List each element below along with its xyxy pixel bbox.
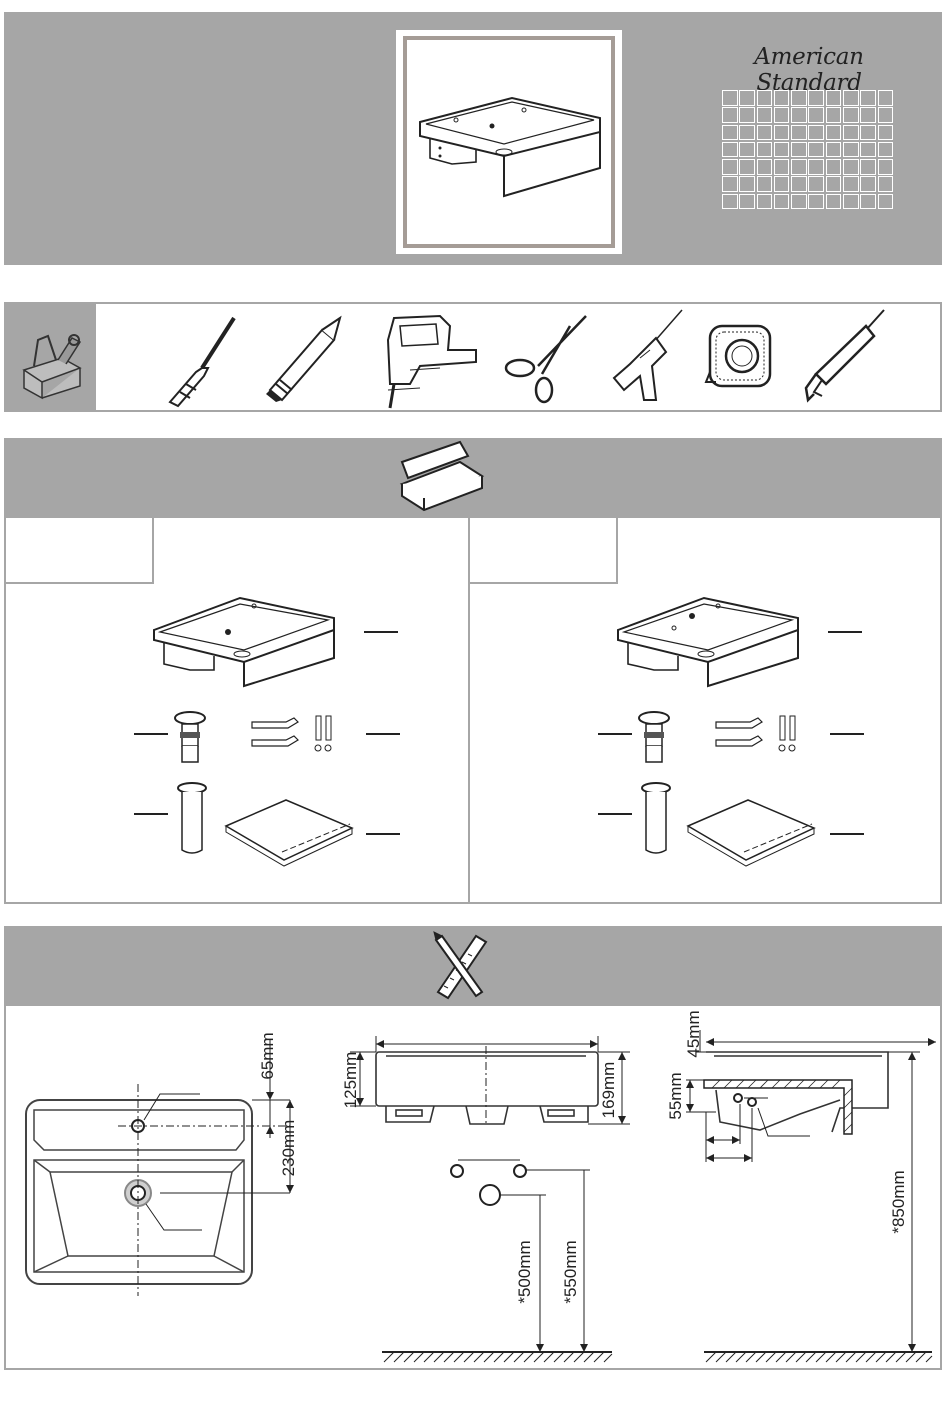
dim-55mm: 55mm <box>666 1072 685 1120</box>
dim-169mm: 169mm <box>599 1061 618 1119</box>
brand-logo: American Standard <box>754 44 864 96</box>
dim-45mm: 45mm <box>684 1010 703 1058</box>
dim-125mm: 125mm <box>341 1051 360 1109</box>
dim-65mm: 65mm <box>258 1032 277 1080</box>
dim-500mm: *500mm <box>515 1240 534 1304</box>
dim-230mm: 230mm <box>279 1119 298 1177</box>
dim-850mm: *850mm <box>889 1170 908 1234</box>
dim-550mm: *550mm <box>561 1240 580 1304</box>
